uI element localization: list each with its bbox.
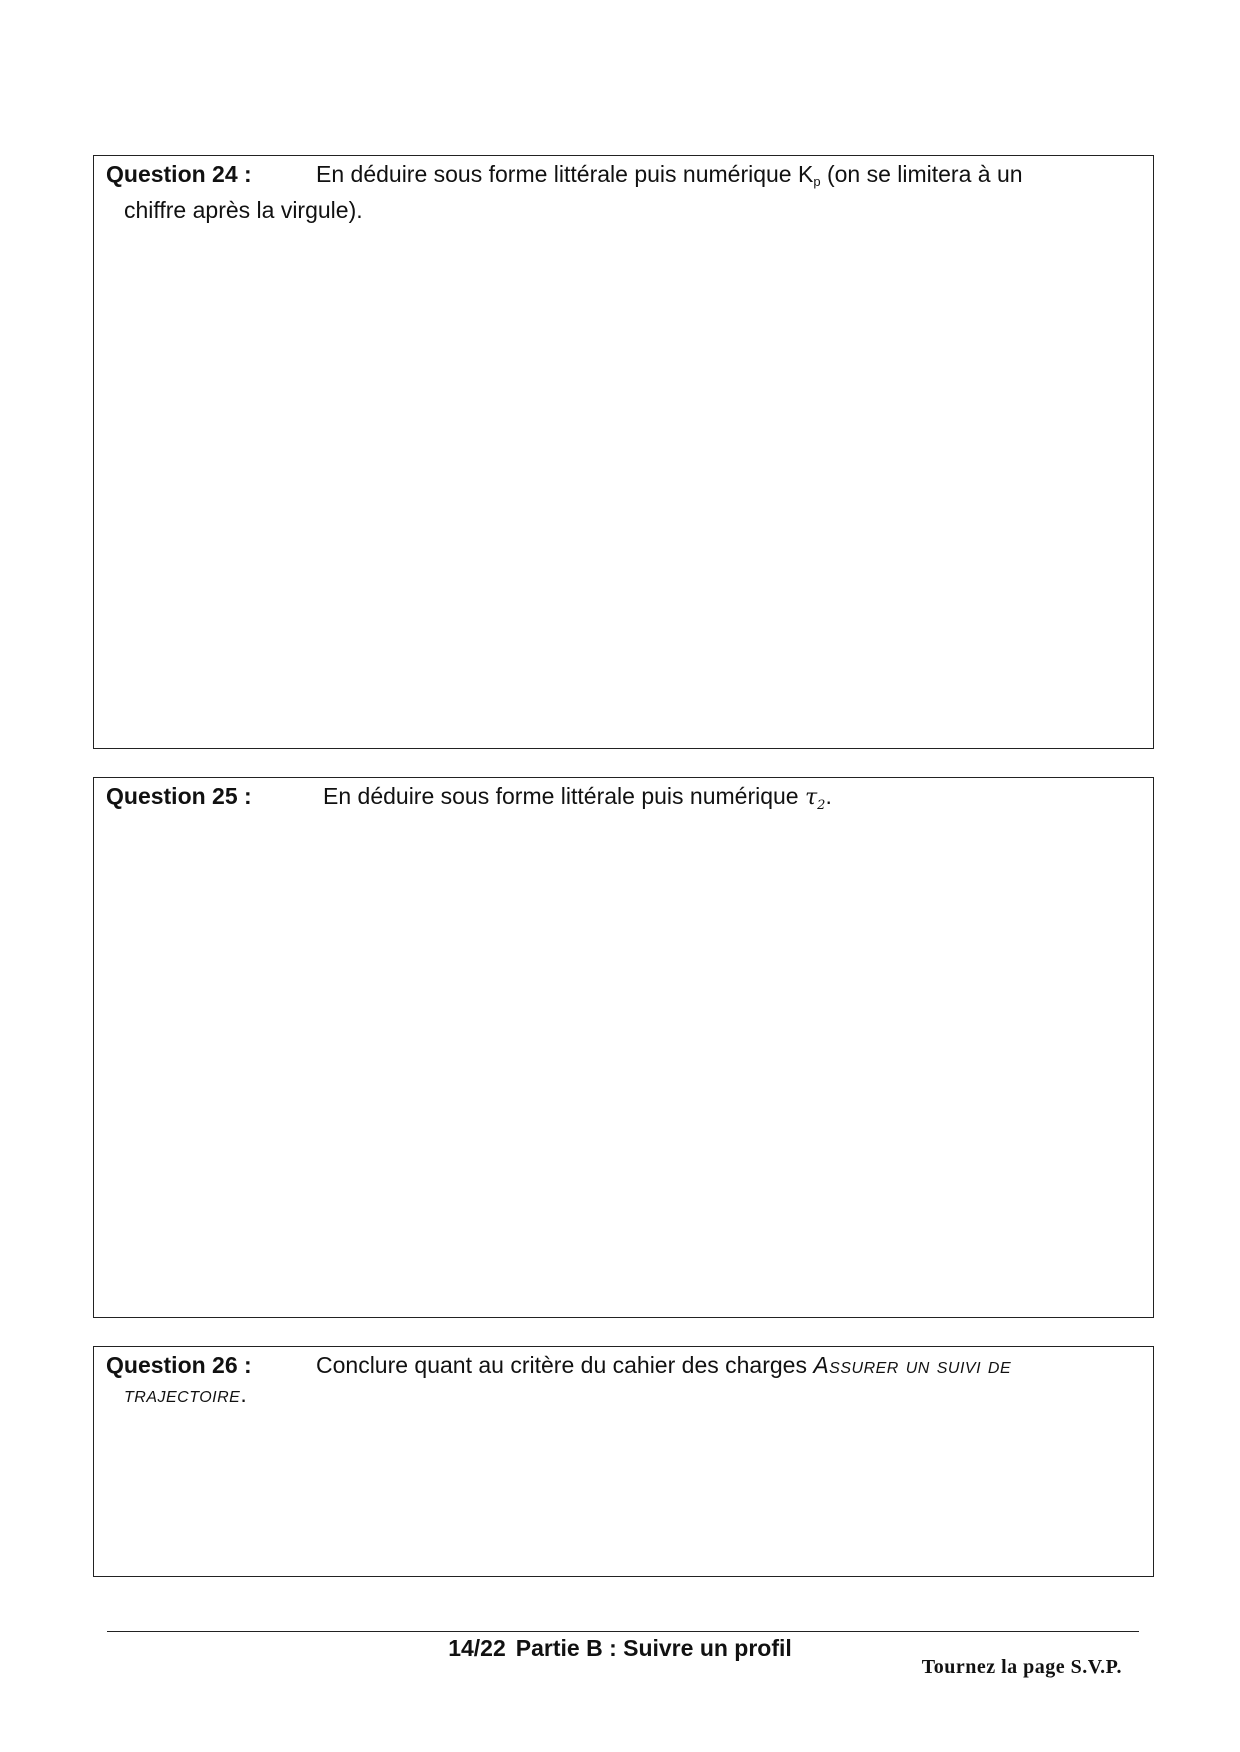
footer-divider	[107, 1631, 1139, 1632]
question-24-text-line2: chiffre après la virgule).	[124, 197, 363, 223]
question-25-label: Question 25 :	[106, 783, 252, 809]
answer-box-question-25[interactable]	[93, 777, 1154, 1318]
question-25-statement	[94, 778, 1153, 820]
page-number: 14/22	[448, 1635, 506, 1661]
question-24-subscript: p	[813, 174, 821, 189]
question-25-text-a: En déduire sous forme littérale puis numérique	[323, 783, 805, 809]
criterion-name-line1: Assurer un suivi de	[813, 1352, 1012, 1378]
question-26-text-b: .	[240, 1381, 247, 1407]
question-26-text-a: Conclure quant au critère du cahier des charges	[316, 1352, 814, 1378]
tau-subscript: 2	[817, 798, 826, 813]
section-title: Partie B : Suivre un profil	[515, 1635, 792, 1661]
question-26-statement-line2	[94, 1380, 1153, 1409]
question-26-statement	[94, 1347, 1153, 1380]
answer-box-question-26[interactable]	[93, 1346, 1154, 1577]
question-24-text-a: En déduire sous forme littérale puis numérique K	[316, 161, 814, 187]
question-24-statement-line2	[94, 196, 1153, 225]
question-24-text-b: (on se limitera à un	[820, 161, 1023, 187]
question-26-label: Question 26 :	[106, 1352, 252, 1378]
tau-symbol: τ	[804, 785, 818, 810]
turn-page-note: Tournez la page S.V.P.	[921, 1656, 1122, 1678]
answer-box-question-24[interactable]	[93, 155, 1154, 749]
question-24-statement	[94, 156, 1153, 196]
question-25-text-b: .	[825, 783, 832, 809]
question-24-label: Question 24 :	[106, 161, 252, 187]
criterion-name-line2: trajectoire	[124, 1381, 241, 1407]
